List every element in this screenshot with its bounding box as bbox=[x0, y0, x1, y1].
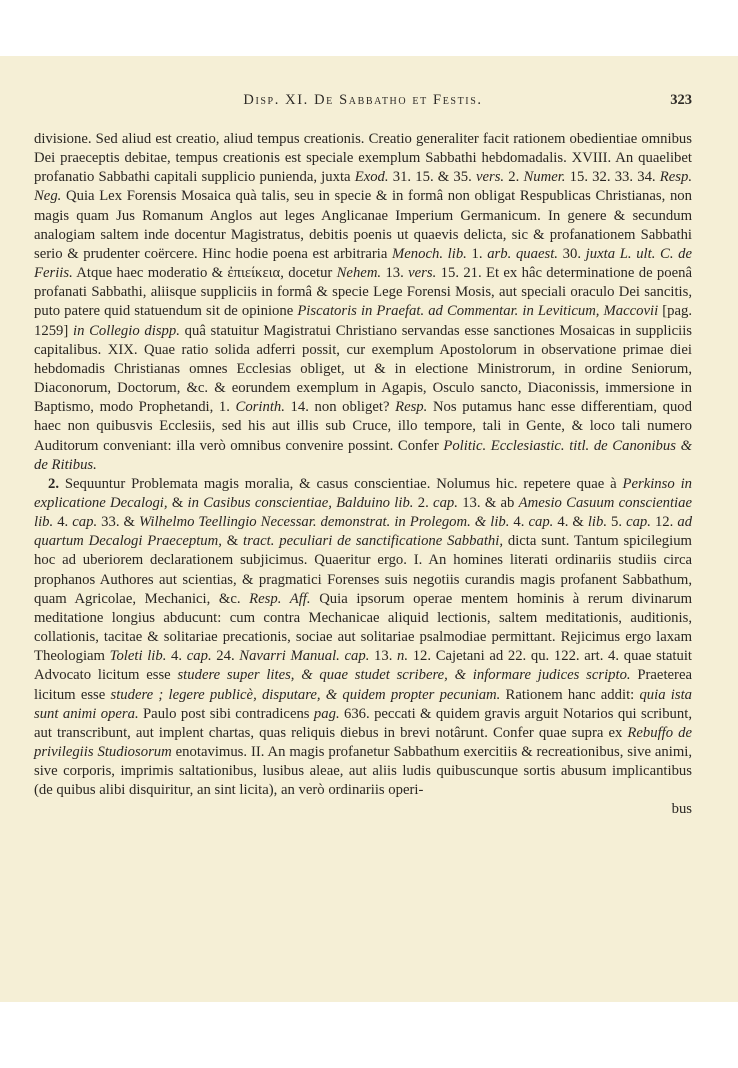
italic-run: in Casibus conscientiae, Balduino lib. bbox=[187, 494, 414, 511]
text-run: Quia ipsorum operae mentem hominis à rerum divinarum meditatione longius abducunt: cum contra Mechanicae aliquid lectionis, saltem meditationis, auditionis, collationis, tacitae & solitariae precationis, sociae aut solitariae psalmodiae permittant. Rejicimus ergo laxam Theologiam bbox=[34, 590, 692, 665]
italic-run: Corinth. bbox=[235, 399, 285, 416]
text-run: dicta sunt. Tantum spicilegium hoc ad uberiorem declarationem subjicimus. Quaeritur ergo. I. An homines literati ordinariis studiis circa prophanos Authores aut scientias, & pragmatici Forenses suis negotiis curandis magis profanent Sabbathum, quam Agricolae, Mechanici, &c. bbox=[34, 533, 692, 607]
italic-run: cap. bbox=[433, 494, 458, 511]
italic-run: lib. bbox=[587, 514, 608, 531]
text-run: 15. 32. 33. 34. bbox=[565, 169, 660, 186]
italic-run: studere ; legere publicè, disputare, & quidem propter pecuniam. bbox=[110, 686, 501, 703]
text-run: Sequuntur Problemata magis moralia, & casus conscientiae. Nolumus hic. repetere quae à bbox=[59, 475, 623, 492]
italic-run: Perkinso in explicatione Decalogi, bbox=[34, 475, 692, 511]
text-run: quâ statuitur Magistratui Christiano servandas esse sanctiones Mosaicas in suppliciis capitalibus. XIX. Quae ratio solida adferri possit, cur exemplum Apostolorum in observatione primae diei hebdomadis Christianas omnes Ecclesias obliget, ut & in electione Ministrorum, in ordine Seniorum, Diaconorum, Doctorum, &c. & eorundem exemplum in Agapis, Osculo sancto, Diaconissis, immersione in Baptismo, modo Prophetandi, 1. bbox=[34, 322, 692, 416]
book-page bbox=[0, 56, 738, 1002]
text-run: Nos putamus hanc esse differentiam, quod haec non quibusvis Ecclesiis, sed his aut illis sub Cruce, illo tempore, tali in Gente, & loco tali numero Auditorum conveniant: illa verò omnibus convenire possint. Confer bbox=[34, 399, 692, 454]
italic-run: cap. bbox=[186, 648, 212, 665]
text-run: 13. & ab bbox=[457, 494, 519, 511]
text-run: 14. non obliget? bbox=[284, 399, 396, 416]
text-run: 2. bbox=[413, 494, 434, 511]
text-run: 30. bbox=[557, 245, 586, 262]
italic-run: Resp. Aff. bbox=[249, 590, 311, 607]
italic-run: studere super lites, & quae studet scribere, & informare judices scripto. bbox=[177, 667, 631, 684]
italic-run: quia ista sunt animi opera. bbox=[34, 686, 692, 722]
text-run: 12. bbox=[650, 514, 678, 531]
italic-run: ad quartum Decalogi Praeceptum, bbox=[34, 514, 693, 550]
italic-run: n. bbox=[397, 648, 409, 665]
text-run: 24. bbox=[211, 648, 240, 665]
italic-run: in Collegio dispp. bbox=[72, 322, 180, 339]
text-run: enotavimus. II. An magis profanetur Sabbathum exercitiis & recreationibus, sive animi, sive corporis, imprimis saltationibus, lusibus aleae, aut aliis ludis quibuscunque sortis abusum implicantibus (de quibus alibi disquiritur, an sint licita), an verò ordinariis operi- bbox=[34, 744, 693, 799]
italic-run: Exod. bbox=[354, 169, 389, 186]
italic-run: cap. bbox=[528, 514, 554, 531]
text-run: 4. & bbox=[553, 514, 588, 531]
italic-run: Toleti lib. bbox=[109, 648, 167, 665]
italic-run: arb. quaest. bbox=[487, 245, 558, 262]
text-run: 2. bbox=[504, 169, 524, 186]
text-run: 636. peccati & quidem gravis arguit Notarios qui scribunt, aut transcribunt, aut implent chartas, quas reliquis diebus in brevi notârunt. Confer quae supra ex bbox=[34, 705, 692, 741]
catchword: bus bbox=[671, 801, 692, 818]
text-run: 15. 21. Et ex hâc determinatione de poenâ profanati Sabbathi, aliisque suppliciis in formâ & specie Lege Forensi Mosis, aut speciali oraculo Dei sancitis, puto patere quid statuendum sit de opinione bbox=[34, 265, 692, 320]
italic-run: Menoch. lib. bbox=[392, 245, 467, 262]
text-run: & bbox=[221, 533, 244, 550]
paragraph bbox=[34, 130, 692, 475]
text-run: 4. bbox=[166, 648, 187, 665]
italic-run: Amesio Casuum conscientiae lib. bbox=[34, 494, 692, 531]
text-run: & bbox=[167, 494, 188, 511]
italic-run: cap. bbox=[72, 514, 98, 531]
italic-run: Navarri Manual. cap. bbox=[239, 648, 370, 665]
text-body bbox=[34, 130, 692, 820]
text-run: Rationem hanc addit: bbox=[500, 686, 640, 703]
italic-run: Resp. Neg. bbox=[34, 169, 692, 205]
text-run: Praeterea licitum esse bbox=[34, 667, 692, 703]
italic-run: vers. bbox=[408, 265, 437, 282]
italic-run: Piscatoris in Praefat. ad Commentar. in Leviticum, Maccovii bbox=[297, 303, 659, 320]
italic-run: cap. bbox=[626, 514, 651, 531]
page-number: 323 bbox=[670, 92, 692, 108]
italic-run: Numer. bbox=[523, 169, 566, 186]
italic-run: Resp. bbox=[395, 399, 428, 416]
text-run: 5. bbox=[607, 514, 627, 531]
paragraph bbox=[34, 475, 692, 801]
italic-run: vers. bbox=[475, 169, 505, 186]
italic-run: tract. peculiari de sanctificatione Sabbathi, bbox=[243, 533, 504, 550]
text-run: Quia Lex Forensis Mosaica quà talis, seu in specie & in formâ non obligat Respublicas Christianas, non magis quam Jus Romanum Anglos aut leges Anglicanae Imperium Germanicum. In genere & secundum analogiam saltem inde docentur Magistratus, debitis poenis ut quaevis delicta, sic & profanationem Sabbathi serio & prudenter coërcere. Hinc hodie poena est arbitraria bbox=[34, 188, 692, 262]
text-run: 4. bbox=[509, 514, 529, 531]
text-run: Atque haec moderatio & ἐπιείκεια, docetur bbox=[72, 265, 337, 282]
italic-run: pag. bbox=[313, 705, 340, 722]
italic-run: Wilhelmo Teellingio Necessar. demonstrat. in Prolegom. & lib. bbox=[138, 514, 510, 531]
text-run: 12. Cajetani ad 22. qu. 122. art. 4. quae statuit Advocato licitum esse bbox=[34, 648, 693, 684]
text-run: 13. bbox=[369, 648, 398, 665]
italic-run: Rebuffo de privilegiis Studiosorum bbox=[34, 724, 693, 760]
bold-run: 2. bbox=[48, 475, 60, 492]
text-run: 4. bbox=[53, 514, 73, 531]
italic-run: Nehem. bbox=[336, 265, 382, 282]
page-header bbox=[34, 92, 692, 112]
text-run: divisione. Sed aliud est creatio, aliud tempus creationis. Creatio generaliter facit rationem obedientiae omnibus Dei praeceptis debitae, tempus creationis est speciale exemplum Sabbathi hebdomadalis. XVIII. An quaelibet profanatio Sabbathi capitali supplicio punienda, juxta bbox=[34, 131, 692, 186]
text-run: Paulo post sibi contradicens bbox=[138, 705, 314, 722]
italic-run: juxta L. ult. C. de Feriis. bbox=[34, 245, 693, 282]
text-run: [pag. 1259] bbox=[34, 303, 692, 339]
text-run: 13. bbox=[381, 265, 409, 282]
text-run: 31. 15. & 35. bbox=[388, 169, 476, 186]
italic-run: Politic. Ecclesiastic. titl. de Canonibus & de Ritibus. bbox=[34, 437, 692, 473]
text-run: 33. & bbox=[97, 514, 139, 531]
running-head: Disp. XI. De Sabbatho et Festis. bbox=[243, 92, 483, 108]
text-run: 1. bbox=[466, 245, 488, 262]
